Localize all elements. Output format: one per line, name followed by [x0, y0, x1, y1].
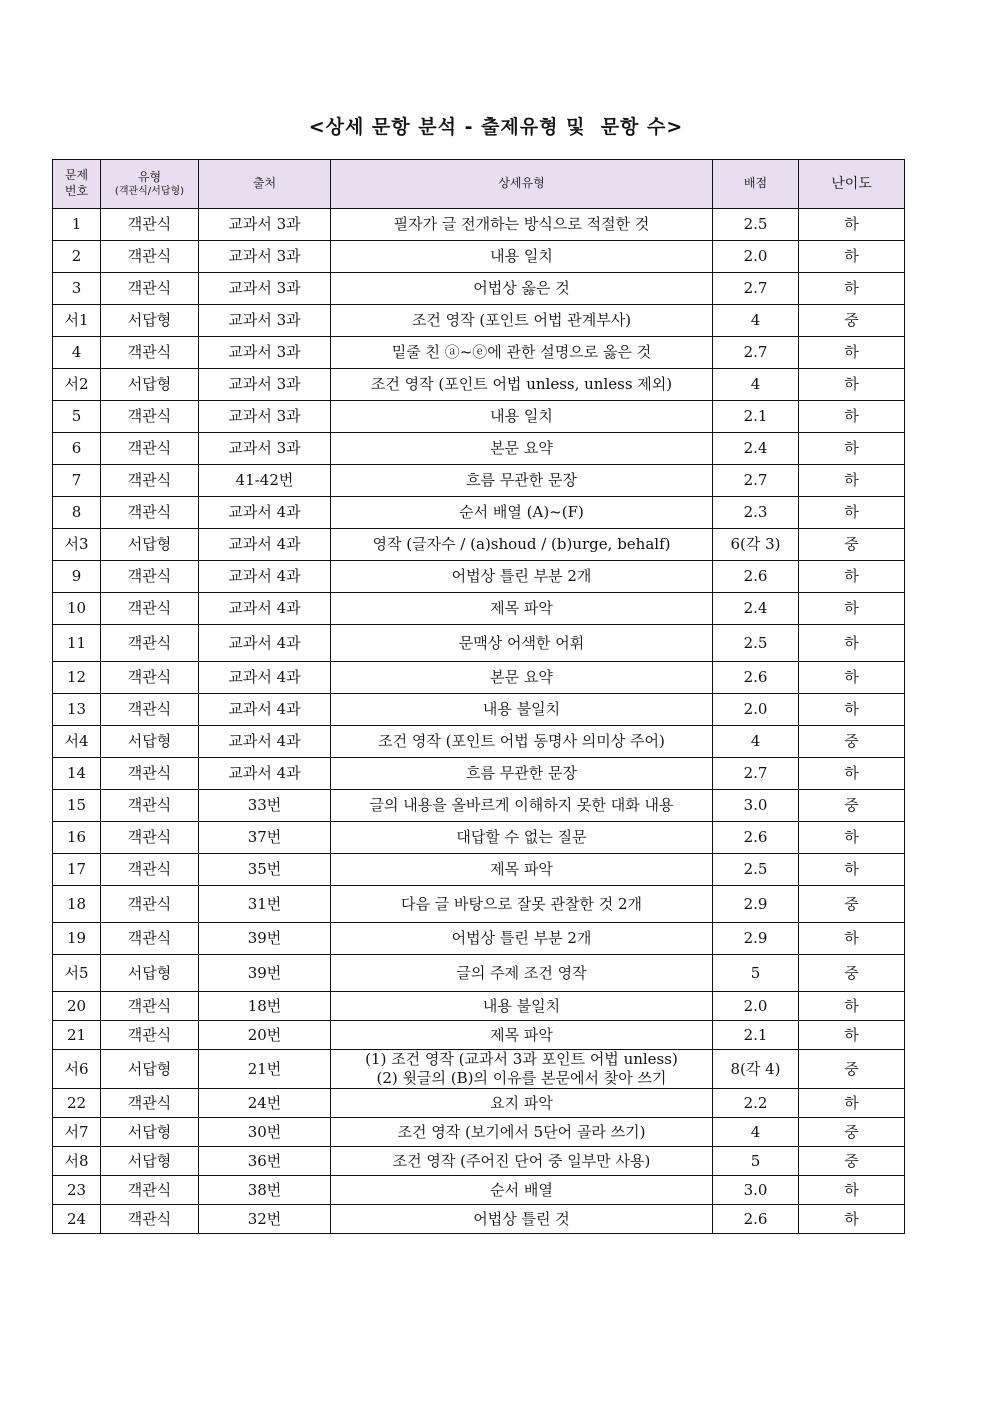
- cell-source: 33번: [199, 790, 331, 822]
- cell-score: 2.0: [713, 694, 799, 726]
- cell-score: 2.7: [713, 465, 799, 497]
- cell-detail: 내용 일치: [331, 241, 713, 273]
- cell-score: 5: [713, 955, 799, 992]
- table-row: [53, 1118, 905, 1147]
- cell-source: 18번: [199, 992, 331, 1021]
- cell-detail: 어법상 옳은 것: [331, 273, 713, 305]
- cell-source: 교과서 4과: [199, 726, 331, 758]
- table-row: [53, 1176, 905, 1205]
- table-row: [53, 369, 905, 401]
- cell-type: 객관식: [101, 497, 199, 529]
- cell-detail: 글의 내용을 올바르게 이해하지 못한 대화 내용: [331, 790, 713, 822]
- cell-score: 8(각 4): [713, 1050, 799, 1089]
- cell-score: 6(각 3): [713, 529, 799, 561]
- table-row: [53, 529, 905, 561]
- header-type: [101, 160, 199, 209]
- cell-score: 4: [713, 726, 799, 758]
- cell-type: 객관식: [101, 401, 199, 433]
- header-type-main: 유형: [137, 169, 162, 184]
- cell-type: 객관식: [101, 625, 199, 662]
- cell-difficulty: 중: [799, 529, 905, 561]
- cell-type: 객관식: [101, 758, 199, 790]
- page-title: <상세 문항 분석 - 출제유형 및 문항 수>: [308, 116, 684, 138]
- cell-difficulty: 하: [799, 854, 905, 886]
- cell-difficulty: 하: [799, 209, 905, 241]
- cell-question-number: 서5: [53, 955, 101, 992]
- cell-detail: 제목 파악: [331, 854, 713, 886]
- cell-type: 객관식: [101, 1089, 199, 1118]
- cell-question-number: 10: [53, 593, 101, 625]
- header-no-line2: 번호: [64, 184, 89, 198]
- cell-question-number: 8: [53, 497, 101, 529]
- cell-type: 객관식: [101, 241, 199, 273]
- table-row: [53, 886, 905, 923]
- cell-detail: 본문 요약: [331, 662, 713, 694]
- cell-detail: 제목 파악: [331, 593, 713, 625]
- cell-question-number: 9: [53, 561, 101, 593]
- table-row: [53, 401, 905, 433]
- cell-source: 교과서 4과: [199, 561, 331, 593]
- cell-detail: 필자가 글 전개하는 방식으로 적절한 것: [331, 209, 713, 241]
- table-row: [53, 561, 905, 593]
- cell-question-number: 20: [53, 992, 101, 1021]
- cell-source: 31번: [199, 886, 331, 923]
- cell-score: 2.0: [713, 241, 799, 273]
- table-row: [53, 854, 905, 886]
- cell-score: 2.1: [713, 401, 799, 433]
- cell-source: 32번: [199, 1205, 331, 1234]
- cell-difficulty: 하: [799, 694, 905, 726]
- cell-question-number: 3: [53, 273, 101, 305]
- header-type-sub: (객관식/서답형): [114, 186, 185, 198]
- cell-difficulty: 중: [799, 790, 905, 822]
- cell-detail: 어법상 틀린 것: [331, 1205, 713, 1234]
- table-row: [53, 497, 905, 529]
- table-row: [53, 694, 905, 726]
- cell-detail: 제목 파악: [331, 1021, 713, 1050]
- cell-question-number: 서6: [53, 1050, 101, 1089]
- cell-detail: 순서 배열 (A)~(F): [331, 497, 713, 529]
- table-row: [53, 992, 905, 1021]
- cell-score: 3.0: [713, 790, 799, 822]
- cell-question-number: 서1: [53, 305, 101, 337]
- cell-score: 2.5: [713, 625, 799, 662]
- cell-detail: 본문 요약: [331, 433, 713, 465]
- cell-source: 교과서 3과: [199, 241, 331, 273]
- cell-question-number: 7: [53, 465, 101, 497]
- table-row: [53, 209, 905, 241]
- cell-difficulty: 중: [799, 955, 905, 992]
- cell-detail: 어법상 틀린 부분 2개: [331, 923, 713, 955]
- cell-source: 39번: [199, 955, 331, 992]
- cell-source: 20번: [199, 1021, 331, 1050]
- cell-difficulty: 중: [799, 886, 905, 923]
- cell-type: 객관식: [101, 1205, 199, 1234]
- cell-score: 2.6: [713, 561, 799, 593]
- cell-source: 38번: [199, 1176, 331, 1205]
- cell-type: 객관식: [101, 822, 199, 854]
- cell-detail: 내용 불일치: [331, 694, 713, 726]
- cell-score: 2.4: [713, 433, 799, 465]
- cell-difficulty: 하: [799, 923, 905, 955]
- cell-type: 객관식: [101, 886, 199, 923]
- table-row: [53, 790, 905, 822]
- table-row: [53, 593, 905, 625]
- cell-score: 2.9: [713, 886, 799, 923]
- cell-difficulty: 하: [799, 1176, 905, 1205]
- cell-score: 2.2: [713, 1089, 799, 1118]
- cell-source: 교과서 3과: [199, 209, 331, 241]
- cell-type: 서답형: [101, 529, 199, 561]
- table-row: [53, 625, 905, 662]
- cell-difficulty: 하: [799, 625, 905, 662]
- header-row: [53, 160, 905, 209]
- cell-difficulty: 하: [799, 241, 905, 273]
- table-body: [53, 209, 905, 1234]
- cell-difficulty: 하: [799, 758, 905, 790]
- cell-score: 2.6: [713, 822, 799, 854]
- cell-detail: 대답할 수 없는 질문: [331, 822, 713, 854]
- table-row: [53, 1021, 905, 1050]
- cell-score: 2.7: [713, 273, 799, 305]
- cell-score: 2.9: [713, 923, 799, 955]
- cell-score: 2.6: [713, 1205, 799, 1234]
- cell-source: 30번: [199, 1118, 331, 1147]
- cell-difficulty: 중: [799, 726, 905, 758]
- cell-detail: 어법상 틀린 부분 2개: [331, 561, 713, 593]
- cell-source: 교과서 3과: [199, 433, 331, 465]
- table-row: [53, 1050, 905, 1089]
- cell-difficulty: 하: [799, 465, 905, 497]
- header-score: 배점: [713, 160, 799, 209]
- cell-detail: 내용 일치: [331, 401, 713, 433]
- cell-source: 교과서 3과: [199, 369, 331, 401]
- cell-score: 2.0: [713, 992, 799, 1021]
- cell-question-number: 서4: [53, 726, 101, 758]
- cell-source: 교과서 4과: [199, 662, 331, 694]
- cell-question-number: 6: [53, 433, 101, 465]
- cell-type: 객관식: [101, 337, 199, 369]
- cell-source: 41-42번: [199, 465, 331, 497]
- cell-difficulty: 하: [799, 401, 905, 433]
- cell-difficulty: 중: [799, 305, 905, 337]
- cell-question-number: 16: [53, 822, 101, 854]
- table-row: [53, 241, 905, 273]
- cell-score: 2.6: [713, 662, 799, 694]
- cell-source: 21번: [199, 1050, 331, 1089]
- cell-score: 2.4: [713, 593, 799, 625]
- cell-question-number: 12: [53, 662, 101, 694]
- cell-question-number: 11: [53, 625, 101, 662]
- table-row: [53, 758, 905, 790]
- header-difficulty: 난이도: [799, 160, 905, 209]
- cell-score: 2.5: [713, 209, 799, 241]
- cell-type: 서답형: [101, 1147, 199, 1176]
- cell-detail: 내용 불일치: [331, 992, 713, 1021]
- cell-question-number: 5: [53, 401, 101, 433]
- cell-question-number: 14: [53, 758, 101, 790]
- cell-score: 4: [713, 369, 799, 401]
- cell-score: 4: [713, 1118, 799, 1147]
- cell-difficulty: 하: [799, 593, 905, 625]
- cell-difficulty: 중: [799, 1050, 905, 1089]
- cell-question-number: 서3: [53, 529, 101, 561]
- cell-score: 2.3: [713, 497, 799, 529]
- cell-difficulty: 하: [799, 662, 905, 694]
- cell-detail: 글의 주제 조건 영작: [331, 955, 713, 992]
- cell-detail: 조건 영작 (포인트 어법 동명사 의미상 주어): [331, 726, 713, 758]
- cell-question-number: 22: [53, 1089, 101, 1118]
- analysis-table: [52, 159, 905, 1234]
- cell-source: 39번: [199, 923, 331, 955]
- table-row: [53, 726, 905, 758]
- cell-detail-line1: (1) 조건 영작 (교과서 3과 포인트 어법 unless): [365, 1050, 678, 1069]
- cell-type: 서답형: [101, 1050, 199, 1089]
- cell-detail: 밑줄 친 ⓐ~ⓔ에 관한 설명으로 옳은 것: [331, 337, 713, 369]
- cell-source: 교과서 3과: [199, 305, 331, 337]
- cell-difficulty: 하: [799, 1021, 905, 1050]
- cell-detail: 조건 영작 (주어진 단어 중 일부만 사용): [331, 1147, 713, 1176]
- cell-type: 서답형: [101, 305, 199, 337]
- cell-detail: 조건 영작 (포인트 어법 unless, unless 제외): [331, 369, 713, 401]
- cell-question-number: 서7: [53, 1118, 101, 1147]
- cell-score: 3.0: [713, 1176, 799, 1205]
- cell-score: 2.1: [713, 1021, 799, 1050]
- cell-difficulty: 하: [799, 369, 905, 401]
- cell-question-number: 서8: [53, 1147, 101, 1176]
- cell-question-number: 19: [53, 923, 101, 955]
- table-row: [53, 305, 905, 337]
- cell-source: 교과서 3과: [199, 401, 331, 433]
- cell-difficulty: 하: [799, 561, 905, 593]
- table-row: [53, 465, 905, 497]
- cell-difficulty: 하: [799, 497, 905, 529]
- cell-difficulty: 하: [799, 273, 905, 305]
- cell-type: 객관식: [101, 923, 199, 955]
- cell-question-number: 1: [53, 209, 101, 241]
- cell-difficulty: 중: [799, 1147, 905, 1176]
- cell-type: 서답형: [101, 955, 199, 992]
- cell-question-number: 15: [53, 790, 101, 822]
- cell-type: 객관식: [101, 561, 199, 593]
- cell-question-number: 24: [53, 1205, 101, 1234]
- table-row: [53, 433, 905, 465]
- table-row: [53, 337, 905, 369]
- cell-detail: [331, 1050, 713, 1089]
- cell-source: 교과서 3과: [199, 337, 331, 369]
- cell-detail: 영작 (글자수 / (a)shoud / (b)urge, behalf): [331, 529, 713, 561]
- cell-detail-line2: (2) 윗글의 (B)의 이유를 본문에서 찾아 쓰기: [376, 1069, 667, 1087]
- cell-source: 교과서 4과: [199, 529, 331, 561]
- cell-difficulty: 하: [799, 822, 905, 854]
- cell-source: 교과서 4과: [199, 593, 331, 625]
- cell-source: 24번: [199, 1089, 331, 1118]
- header-question-number: [53, 160, 101, 209]
- cell-type: 객관식: [101, 1176, 199, 1205]
- cell-question-number: 23: [53, 1176, 101, 1205]
- cell-source: 37번: [199, 822, 331, 854]
- cell-detail: 순서 배열: [331, 1176, 713, 1205]
- table-row: [53, 1089, 905, 1118]
- cell-type: 객관식: [101, 790, 199, 822]
- cell-difficulty: 하: [799, 992, 905, 1021]
- cell-source: 교과서 4과: [199, 625, 331, 662]
- cell-source: 35번: [199, 854, 331, 886]
- cell-difficulty: 하: [799, 1089, 905, 1118]
- cell-score: 5: [713, 1147, 799, 1176]
- table-row: [53, 822, 905, 854]
- cell-detail: 다음 글 바탕으로 잘못 관찰한 것 2개: [331, 886, 713, 923]
- cell-type: 객관식: [101, 662, 199, 694]
- cell-question-number: 18: [53, 886, 101, 923]
- table-row: [53, 273, 905, 305]
- table-row: [53, 662, 905, 694]
- cell-difficulty: 하: [799, 1205, 905, 1234]
- cell-type: 서답형: [101, 1118, 199, 1147]
- cell-difficulty: 하: [799, 433, 905, 465]
- cell-type: 서답형: [101, 369, 199, 401]
- cell-source: 교과서 4과: [199, 694, 331, 726]
- table-row: [53, 1205, 905, 1234]
- cell-detail: 문맥상 어색한 어휘: [331, 625, 713, 662]
- cell-question-number: 서2: [53, 369, 101, 401]
- cell-detail: 요지 파악: [331, 1089, 713, 1118]
- header-detail: 상세유형: [331, 160, 713, 209]
- table-row: [53, 955, 905, 992]
- cell-type: 객관식: [101, 433, 199, 465]
- cell-score: 2.5: [713, 854, 799, 886]
- cell-type: 객관식: [101, 854, 199, 886]
- cell-type: 객관식: [101, 694, 199, 726]
- cell-question-number: 4: [53, 337, 101, 369]
- cell-difficulty: 중: [799, 1118, 905, 1147]
- header-no-line1: 문제: [64, 168, 89, 183]
- cell-type: 객관식: [101, 465, 199, 497]
- table-row: [53, 923, 905, 955]
- cell-type: 객관식: [101, 273, 199, 305]
- cell-source: 교과서 3과: [199, 273, 331, 305]
- table-row: [53, 1147, 905, 1176]
- cell-type: 객관식: [101, 1021, 199, 1050]
- cell-type: 객관식: [101, 593, 199, 625]
- cell-detail: 흐름 무관한 문장: [331, 758, 713, 790]
- cell-type: 객관식: [101, 992, 199, 1021]
- header-source: 출처: [199, 160, 331, 209]
- cell-detail: 조건 영작 (보기에서 5단어 골라 쓰기): [331, 1118, 713, 1147]
- cell-source: 교과서 4과: [199, 758, 331, 790]
- cell-source: 교과서 4과: [199, 497, 331, 529]
- cell-question-number: 2: [53, 241, 101, 273]
- cell-source: 36번: [199, 1147, 331, 1176]
- cell-detail: 조건 영작 (포인트 어법 관계부사): [331, 305, 713, 337]
- cell-score: 2.7: [713, 758, 799, 790]
- cell-type: 서답형: [101, 726, 199, 758]
- cell-score: 2.7: [713, 337, 799, 369]
- cell-question-number: 13: [53, 694, 101, 726]
- cell-difficulty: 하: [799, 337, 905, 369]
- cell-question-number: 21: [53, 1021, 101, 1050]
- cell-detail: 흐름 무관한 문장: [331, 465, 713, 497]
- cell-score: 4: [713, 305, 799, 337]
- cell-question-number: 17: [53, 854, 101, 886]
- cell-type: 객관식: [101, 209, 199, 241]
